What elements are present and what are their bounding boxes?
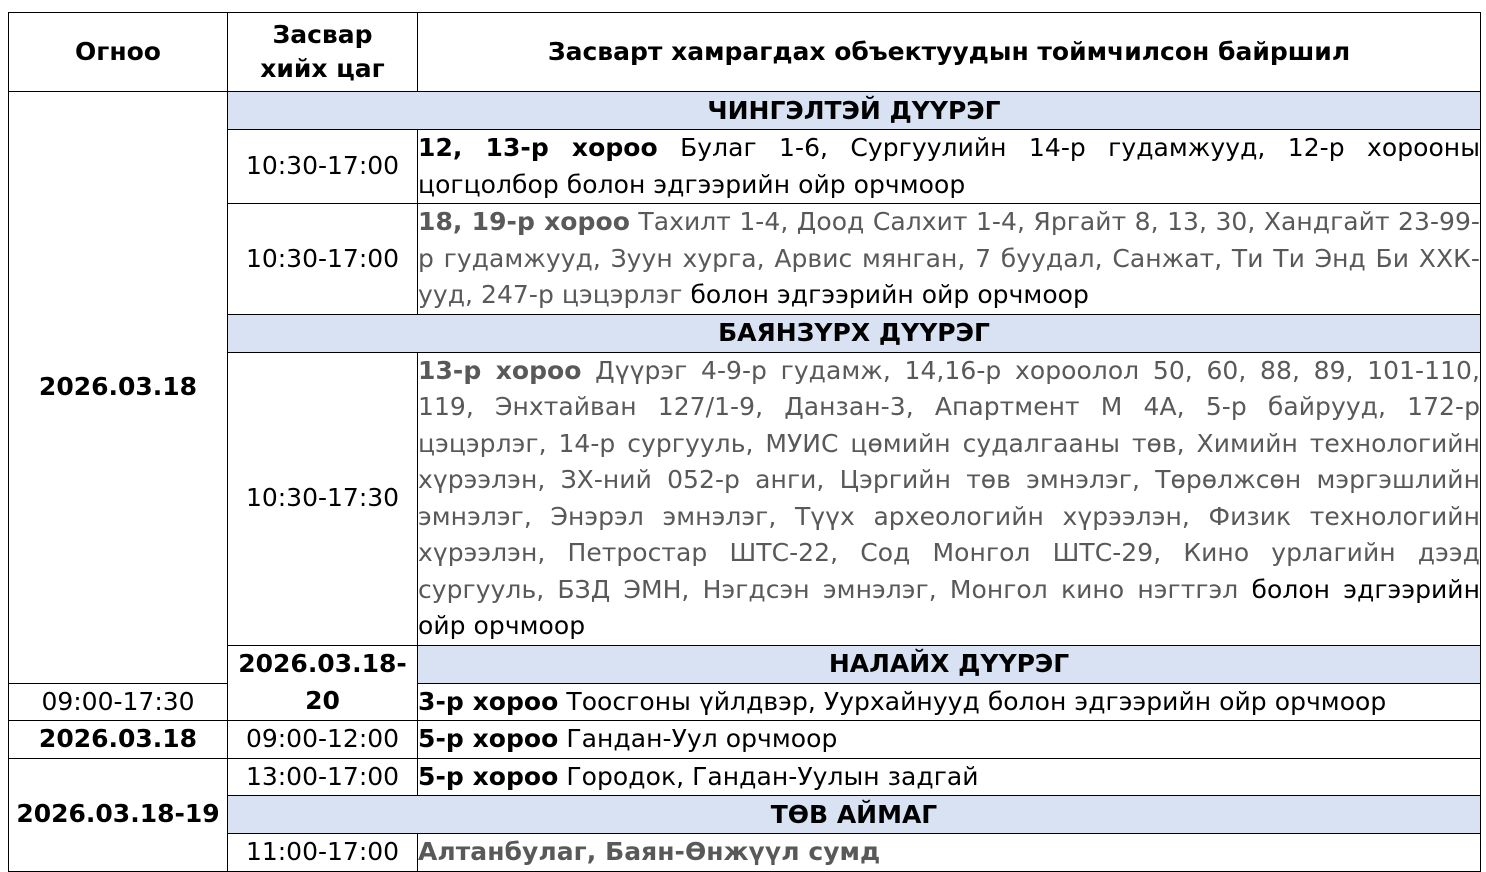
district-row: [9, 314, 1481, 352]
header-time: [228, 13, 418, 92]
time-cell: 10:30-17:00: [228, 130, 418, 204]
location-cell: [418, 130, 1481, 204]
location-cell: [418, 352, 1481, 645]
table-row: [9, 130, 1481, 204]
time-cell: 11:00-17:00: [228, 834, 418, 872]
location-places: Гандан-Уул орчмоор: [566, 724, 838, 753]
header-time-line2: хийх цаг: [260, 54, 385, 83]
time-cell: 09:00-12:00: [228, 721, 418, 759]
date-cell: 2026.03.18: [9, 92, 228, 684]
header-row: [9, 13, 1481, 92]
date-cell: 2026.03.18-19: [9, 758, 228, 871]
khoroo-label: 5-р хороо: [418, 761, 559, 791]
khoroo-label: 3-р хороо: [418, 686, 559, 716]
table-row: [9, 721, 1481, 759]
time-cell: 10:30-17:30: [228, 352, 418, 645]
district-header: НАЛАЙХ ДҮҮРЭГ: [418, 645, 1481, 683]
district-header: БАЯНЗҮРХ ДҮҮРЭГ: [228, 314, 1481, 352]
header-date: Огноо: [9, 13, 228, 92]
header-time-line1: Засвар: [272, 20, 373, 49]
header-location: Засварт хамрагдах объектуудын тоймчилсон байршил: [418, 13, 1481, 92]
khoroo-label: Алтанбулаг, Баян-Өнжүүл сумд: [418, 837, 881, 866]
location-places: Тахилт 1-4, Доод Салхит 1-4, Яргайт 8, 13, 30, Хандгайт 23-99-р гудамжууд, Зуун хурга, Арвис мянган, 7 буудал, Санжат, Ти Ти Энд Би ХХК-ууд, 247-р цэцэрлэг: [418, 207, 1480, 309]
district-header: ТӨВ АЙМАГ: [228, 796, 1481, 834]
table-row: [9, 204, 1481, 315]
district-row: [9, 645, 1481, 683]
location-cell: [418, 834, 1481, 872]
location-cell: [418, 683, 1481, 721]
location-places: Тоосгоны үйлдвэр, Уурхайнууд болон эдгээрийн ойр орчмоор: [566, 686, 1387, 716]
location-places: Булаг 1-6, Сургуулийн 14-р гудамжууд, 12-р хорооны цогцолбор: [418, 133, 1480, 199]
table-row: [9, 352, 1481, 645]
district-row: [9, 796, 1481, 834]
date-cell: 2026.03.18: [9, 721, 228, 759]
khoroo-label: 13-р хороо: [418, 355, 582, 385]
outage-schedule-table: [8, 12, 1481, 872]
table-row: [9, 758, 1481, 796]
location-cell: [418, 758, 1481, 796]
khoroo-label: 5-р хороо: [418, 724, 559, 753]
date-cell: 2026.03.18-20: [228, 645, 418, 721]
location-places: Городок, Гандан-Уулын задгай: [566, 761, 979, 791]
time-cell: 09:00-17:30: [9, 683, 228, 721]
district-row: [9, 92, 1481, 130]
location-cell: [418, 721, 1481, 759]
location-places: Дүүрэг 4-9-р гудамж, 14,16-р хороолол 50, 60, 88, 89, 101-110, 119, Энхтайван 127/1-9, Данзан-3, Апартмент М 4А, 5-р байрууд, 172-р цэцэрлэг, 14-р сургууль, МУИС цөмийн судалгааны төв, Химийн технологийн хүрээлэн, ЗХ-ний 052-р анги, Цэргийн төв эмнэлэг, Төрөлжсөн мэргэшлийн эмнэлэг, Энэрэл эмнэлэг, Түүх археологийн хүрээлэн, Физик технологийн хүрээлэн, Петростар ШТС-22, Сод Монгол ШТС-29, Кино урлагийн дээд сургууль, БЗД ЭМН, Нэгдсэн эмнэлэг, Монгол кино нэгтгэл: [418, 355, 1480, 604]
district-header: ЧИНГЭЛТЭЙ ДҮҮРЭГ: [228, 92, 1481, 130]
table-row: [9, 834, 1481, 872]
time-cell: 10:30-17:00: [228, 204, 418, 315]
khoroo-label: 18, 19-р хороо: [418, 207, 630, 236]
location-suffix: болон эдгээрийн ойр орчмоор: [690, 280, 1089, 309]
location-suffix: болон эдгээрийн ойр орчмоор: [418, 574, 1481, 640]
location-suffix: болон эдгээрийн ойр орчмоор: [566, 169, 966, 199]
time-cell: 13:00-17:00: [228, 758, 418, 796]
location-cell: [418, 204, 1481, 315]
khoroo-label: 12, 13-р хороо: [418, 133, 658, 162]
